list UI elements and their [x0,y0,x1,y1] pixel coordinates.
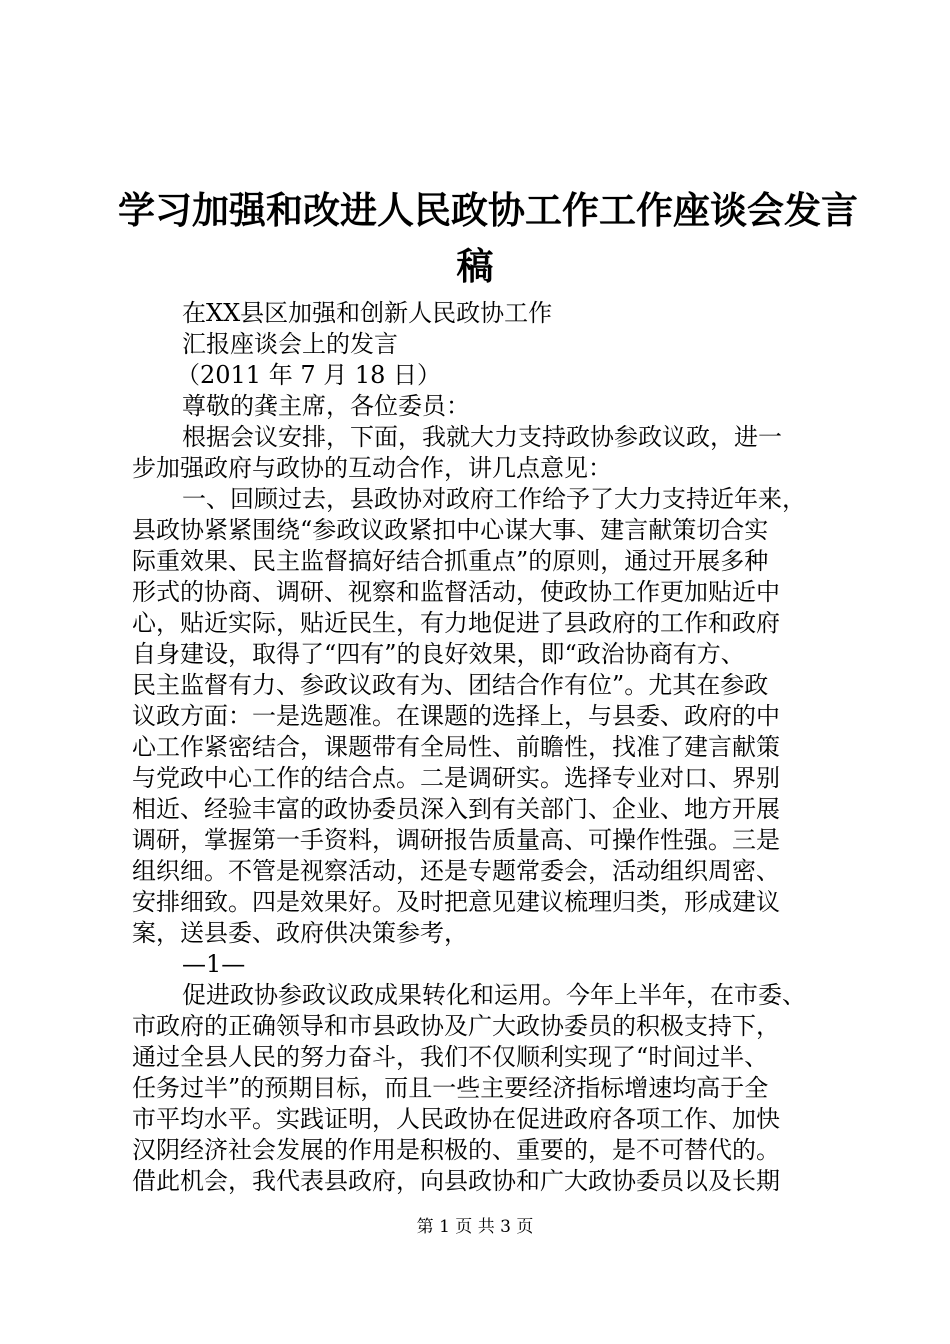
paragraph-line: 相近、经验丰富的政协委员深入到有关部门、企业、地方开展 [132,795,780,823]
paragraph-line: 心工作紧密结合，课题带有全局性、前瞻性，找准了建言献策 [132,733,780,761]
paragraph-line: 际重效果、民主监督搞好结合抓重点”的原则，通过开展多种 [132,547,769,575]
paragraph-line: 一、回顾过去，县政协对政府工作给予了大力支持近年来， [182,485,806,513]
document-title-line-2: 稿 [456,244,494,288]
paragraph-line: 组织细。不管是视察活动，还是专题常委会，活动组织周密、 [132,857,780,885]
paragraph-line: 汉阴经济社会发展的作用是积极的、重要的，是不可替代的。 [132,1136,780,1164]
paragraph-line: 市平均水平。实践证明，人民政协在促进政府各项工作、加快 [132,1105,780,1133]
heading-line: 在XX县区加强和创新人民政协工作 [182,299,553,327]
paragraph-line: 借此机会，我代表县政府，向县政协和广大政协委员以及长期 [132,1167,780,1195]
paragraph-line: 与党政中心工作的结合点。二是调研实。选择专业对口、界别 [132,764,780,792]
heading-line: 汇报座谈会上的发言 [182,330,398,358]
paragraph-line: 心，贴近实际，贴近民生，有力地促进了县政府的工作和政府 [132,609,780,637]
paragraph-line: 安排细致。四是效果好。及时把意见建议梳理归类，形成建议 [132,888,780,916]
paragraph-line: 民主监督有力、参政议政有为、团结合作有位”。尤其在参政 [132,671,769,699]
paragraph-line: 调研，掌握第一手资料，调研报告质量高、可操作性强。三是 [132,826,780,854]
page-footer: 第 1 页 共 3 页 [416,1217,534,1237]
paragraph-line: 议政方面：一是选题准。在课题的选择上，与县委、政府的中 [132,702,780,730]
salutation-line: 尊敬的龚主席，各位委员： [182,392,470,420]
paragraph-line: 形式的协商、调研、视察和监督活动，使政协工作更加贴近中 [132,578,780,606]
page-marker: —1— [182,950,246,978]
paragraph-line: 通过全县人民的努力奋斗，我们不仅顺利实现了“时间过半、 [132,1043,769,1071]
paragraph-line: 根据会议安排，下面，我就大力支持政协参政议政，进一 [182,423,782,451]
paragraph-line: 步加强政府与政协的互动合作，讲几点意见： [132,454,612,482]
paragraph-line: 县政协紧紧围绕“参政议政紧扣中心谋大事、建言献策切合实 [132,516,769,544]
document-title-line-1: 学习加强和改进人民政协工作工作座谈会发言 [118,188,858,232]
paragraph-line: 市政府的正确领导和市县政协及广大政协委员的积极支持下， [132,1012,780,1040]
paragraph-line: 自身建设，取得了“四有”的良好效果，即“政治协商有方、 [132,640,745,668]
paragraph-line: 案，送县委、政府供决策参考， [132,919,468,947]
paragraph-line: 促进政协参政议政成果转化和运用。今年上半年，在市委、 [182,981,806,1009]
date-line: （2011 年 7 月 18 日） [176,361,442,389]
paragraph-line: 任务过半”的预期目标，而且一些主要经济指标增速均高于全 [132,1074,769,1102]
